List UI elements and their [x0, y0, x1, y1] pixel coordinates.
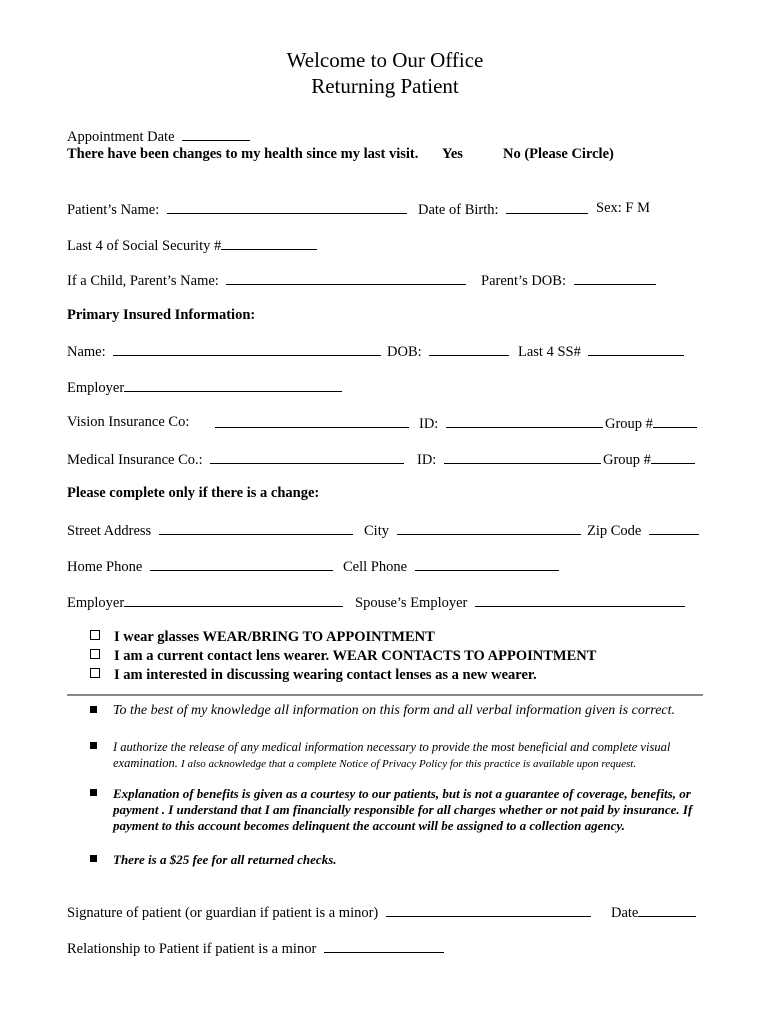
insured-dob-label: DOB: [387, 344, 422, 360]
vision-id-row [419, 414, 603, 433]
change-employer-field[interactable] [124, 593, 343, 607]
new-wearer-checkbox[interactable] [90, 668, 100, 678]
cell-phone-row [343, 557, 559, 576]
insured-name-row [67, 342, 381, 361]
medical-insurance-row [67, 450, 404, 469]
relationship-label: Relationship to Patient if patient is a minor [67, 941, 317, 957]
patient-name-label: Patient’s Name: [67, 202, 160, 218]
medical-id-field[interactable] [444, 450, 601, 464]
spouse-employer-field[interactable] [475, 593, 685, 607]
appointment-date-field[interactable] [182, 127, 250, 141]
checkbox-row-new-wearer [90, 667, 537, 684]
ssn-row [67, 236, 317, 255]
patient-sex-field[interactable]: Sex: F M [596, 200, 650, 216]
vision-group-row [605, 414, 697, 433]
signature-date-label: Date [611, 905, 639, 921]
parent-name-row [67, 271, 466, 290]
new-wearer-checkbox-label: I am interested in discussing wearing contact lenses as a new wearer. [114, 667, 537, 683]
insured-name-label: Name: [67, 344, 106, 360]
checkbox-row-glasses [90, 629, 435, 646]
street-field[interactable] [159, 521, 353, 535]
parent-name-label: If a Child, Parent’s Name: [67, 273, 219, 289]
vision-insurance-label: Vision Insurance Co: [67, 414, 190, 430]
statement-financial: Explanation of benefits is given as a courtesy to our patients, but is not a guarantee of coverage, benefits, or payment . I understand that I am financially responsible for all charges whether or not paid by insurance. If payment to this account becomes delinquent the account will be assigned to a collection agency. [113, 786, 693, 833]
checkbox-row-contacts [90, 648, 596, 665]
zip-label: Zip Code [587, 523, 642, 539]
statement-accuracy: To the best of my knowledge all information on this form and all verbal information given is correct. [113, 703, 676, 718]
glasses-checkbox-label: I wear glasses WEAR/BRING TO APPOINTMENT [114, 629, 435, 645]
home-phone-label: Home Phone [67, 559, 143, 575]
signature-field[interactable] [386, 903, 591, 917]
signature-row [67, 903, 591, 922]
patient-dob-row [418, 200, 588, 219]
ssn-label: Last 4 of Social Security # [67, 238, 222, 254]
relationship-field[interactable] [324, 939, 444, 953]
signature-date-field[interactable] [638, 903, 696, 917]
form-title: Welcome to Our Office [286, 48, 484, 72]
health-change-yes[interactable]: Yes [442, 146, 463, 162]
signature-label: Signature of patient (or guardian if patient is a minor) [67, 905, 379, 921]
change-heading: Please complete only if there is a change: [67, 485, 320, 501]
parent-name-field[interactable] [226, 271, 466, 285]
medical-insurance-label: Medical Insurance Co.: [67, 452, 203, 468]
appointment-date-row [67, 127, 250, 146]
street-row [67, 521, 353, 540]
glasses-checkbox[interactable] [90, 630, 100, 640]
statement-returned-checks: There is a $25 fee for all returned checks. [113, 852, 337, 867]
vision-id-field[interactable] [446, 414, 603, 428]
insured-ss-row [518, 342, 684, 361]
medical-group-field[interactable] [651, 450, 695, 464]
medical-group-row [603, 450, 695, 469]
insured-dob-row [387, 342, 509, 361]
statement-privacy-text: I also acknowledge that a complete Notice of Privacy Policy for this practice is available upon request. [181, 758, 637, 770]
spouse-employer-row [355, 593, 685, 612]
section-divider [67, 694, 703, 696]
relationship-row [67, 939, 444, 958]
city-row [364, 521, 581, 540]
medical-group-label: Group # [603, 452, 651, 468]
insured-name-field[interactable] [113, 342, 381, 356]
zip-row [587, 521, 699, 540]
spouse-employer-label: Spouse’s Employer [355, 595, 468, 611]
change-employer-row [67, 593, 343, 612]
medical-id-row [417, 450, 601, 469]
health-change-text: There have been changes to my health since my last visit. [67, 146, 419, 162]
primary-insured-heading: Primary Insured Information: [67, 307, 256, 323]
patient-dob-label: Date of Birth: [418, 202, 499, 218]
health-change-no[interactable]: No (Please Circle) [503, 146, 614, 162]
contacts-checkbox-label: I am a current contact lens wearer. WEAR CONTACTS TO APPOINTMENT [114, 648, 597, 664]
patient-name-row [67, 200, 407, 219]
cell-phone-field[interactable] [415, 557, 559, 571]
change-employer-label: Employer [67, 595, 125, 611]
vision-id-label: ID: [419, 416, 439, 432]
bullet-icon [90, 742, 97, 749]
insured-ss-field[interactable] [588, 342, 684, 356]
cell-phone-label: Cell Phone [343, 559, 408, 575]
ssn-field[interactable] [221, 236, 317, 250]
bullet-icon [90, 706, 97, 713]
home-phone-field[interactable] [150, 557, 333, 571]
parent-dob-field[interactable] [574, 271, 656, 285]
insured-employer-row [67, 378, 342, 397]
insured-ss-label: Last 4 SS# [518, 344, 581, 360]
statement-release-text: I authorize the release of any medical information necessary to provide the most beneficial and complete visual examination. [113, 740, 671, 770]
signature-date-row [611, 903, 696, 922]
street-label: Street Address [67, 523, 152, 539]
bullet-icon [90, 855, 97, 862]
medical-insurance-field[interactable] [210, 450, 404, 464]
city-label: City [364, 523, 389, 539]
contacts-checkbox[interactable] [90, 649, 100, 659]
statement-release [113, 739, 708, 772]
insured-employer-label: Employer [67, 380, 125, 396]
form-subtitle: Returning Patient [311, 74, 459, 98]
parent-dob-row [481, 271, 656, 290]
insured-dob-field[interactable] [429, 342, 509, 356]
home-phone-row [67, 557, 333, 576]
patient-name-field[interactable] [167, 200, 407, 214]
vision-insurance-field[interactable] [215, 414, 409, 428]
vision-group-field[interactable] [653, 414, 697, 428]
bullet-icon [90, 789, 97, 796]
parent-dob-label: Parent’s DOB: [481, 273, 566, 289]
medical-id-label: ID: [417, 452, 437, 468]
zip-field[interactable] [649, 521, 699, 535]
insured-employer-field[interactable] [124, 378, 342, 392]
patient-dob-field[interactable] [506, 200, 588, 214]
appointment-date-label: Appointment Date [67, 129, 175, 145]
vision-group-label: Group # [605, 416, 653, 432]
city-field[interactable] [397, 521, 581, 535]
